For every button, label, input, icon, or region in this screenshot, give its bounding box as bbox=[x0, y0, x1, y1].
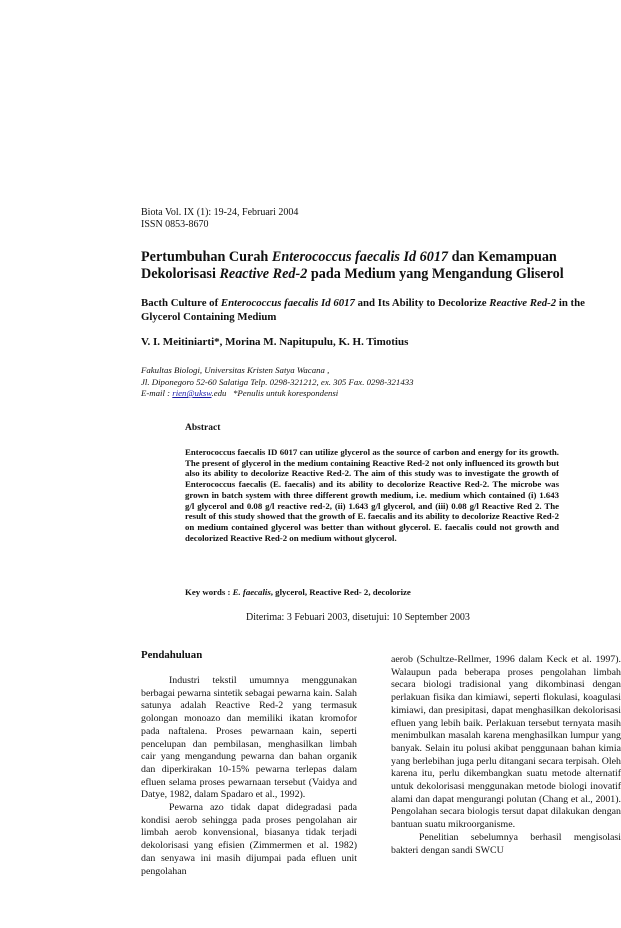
abstract-heading: Abstract bbox=[185, 423, 221, 433]
paragraph: Pewarna azo tidak dapat didegradasi pada kondisi aerob sehingga pada proses pengolahan air limbah aerob konvensional, biasanya tidak terjadi dekolorisasi yang efisien (Zimmermen et al. 1982) dan senyawa ini masih dijumpai pada efluen unit pengolahan bbox=[141, 802, 357, 877]
abstract-body: Enterococcus faecalis ID 6017 can utilize glycerol as the source of carbon and energy for its growth. The present of glycerol in the medium containing Reactive Red-2 not only influenced its growth but also its ability to decolorize Reactive Red-2. The aim of this study was to investigate the growth of Enterococcus faecalis (E. faecalis) and its ability to decolorize Reactive Red-2. The microbe was grown in batch system with three different growth medium, i.e. medium which contained (i) 1.643 g/l glycerol and 0.08 g/l reactive red-2, (ii) 1.643 g/l glycerol, and (iii) 0.08 g/l Reactive Red 2. The result of this study showed that the growth of E. faecalis and its ability to decolorize Reactive Red-2 on medium contained glycerol was better than without glycerol. E. faecalis could not growth and decolorized Reactive Red-2 on medium without glycerol. bbox=[185, 447, 559, 543]
body-column-left bbox=[141, 675, 357, 878]
keywords-list: , glycerol, Reactive Red- 2, decolorize bbox=[270, 587, 411, 597]
affiliation-line: Fakultas Biologi, Universitas Kristen Satya Wacana , bbox=[141, 365, 330, 375]
subtitle-text: and Its Ability to Decolorize bbox=[354, 297, 490, 309]
keyword-organism: E. faecalis bbox=[232, 587, 271, 597]
journal-issn: ISSN 0853-8670 bbox=[141, 218, 209, 230]
journal-header bbox=[141, 207, 298, 230]
paragraph: aerob (Schultze-Rellmer, 1996 dalam Keck et al. 1997). Walaupun pada beberapa proses pengolahan limbah secara biologi tradisional yang dikombinasi dengan perlakuan fisika dan kimiawi, seperti flokulasi, koagulasi kimiawi, dan presipitasi, dapat menghasilkan dekolorisasi efluen yang lebih baik. Perlakuan tersebut ternyata masih menimbulkan masalah karena menghasilkan lumpur yang banyak. Selain itu polusi akibat penggunaan bahan kimia yang berlebihan juga perlu ditangani secara terpisah. Oleh karena itu, perlu dikembangkan suatu metode alternatif untuk dekolorisasi menggunakan metode biologi inovatif alami dan dapat mengurangi polutan (Chang et al., 2001). Pengolahan secara biologis tersut dapat dilakukan dengan bantuan suatu mikroorganisme. bbox=[391, 654, 621, 831]
affiliation-address: Jl. Diponegoro 52-60 Salatiga Telp. 0298-321212, ex. 305 Fax. 0298-321433 bbox=[141, 376, 414, 387]
correspondence-note: *Penulis untuk korespondensi bbox=[233, 388, 339, 398]
subtitle-text: Bacth Culture of bbox=[141, 297, 221, 309]
title-text: dan Kemampuan Dekolorisasi bbox=[141, 249, 557, 282]
email-link[interactable]: rien@uksw bbox=[172, 388, 212, 398]
paragraph: Penelitian sebelumnya berhasil mengisolasi bakteri dengan sandi SWCU bbox=[391, 831, 621, 856]
title-organism: Enterococcus faecalis Id 6017 bbox=[271, 249, 449, 265]
body-column-right bbox=[391, 654, 621, 857]
paper-title bbox=[141, 249, 596, 283]
received-dates: Diterima: 3 Febuari 2003, disetujui: 10 September 2003 bbox=[246, 612, 470, 623]
title-text: pada Medium yang Mengandung Gliserol bbox=[307, 266, 564, 282]
affiliation-email-line bbox=[141, 388, 414, 400]
keywords-label: Key words : bbox=[185, 587, 233, 597]
paper-subtitle bbox=[141, 296, 586, 324]
author-list: V. I. Meitiniarti*, Morina M. Napitupulu, K. H. Timotius bbox=[141, 336, 409, 348]
subtitle-dye: Reactive Red-2 bbox=[489, 297, 557, 309]
email-label: E-mail : bbox=[141, 388, 173, 398]
keywords bbox=[185, 587, 411, 597]
journal-volume: Biota Vol. IX (1): 19-24, Februari 2004 bbox=[141, 207, 299, 218]
title-dye: Reactive Red-2 bbox=[219, 266, 308, 282]
title-text: Pertumbuhan Curah bbox=[141, 249, 272, 265]
affiliation bbox=[141, 365, 414, 400]
email-suffix: .edu bbox=[211, 388, 227, 398]
section-heading: Pendahuluan bbox=[141, 649, 203, 661]
paragraph: Industri tekstil umumnya menggunakan berbagai pewarna sintetik sebagai pewarna kain. Salah satunya adalah Reactive Red-2 yang termasuk golongan monoazo dan memiliki ikatan kromofor pada naftalena. Proses pewarnaan kain, seperti pencelupan dan pembilasan, menghasilkan limbah cair yang mengandung pewarna dan bahan organik dan diperkirakan 10-15% pewarna terlepas dalam efluen selama proses pewarnaan tersebut (Vaidya and Datye, 1982, dalam Spadaro et al., 1992). bbox=[141, 675, 357, 801]
subtitle-organism: Enterococcus faecalis Id 6017 bbox=[220, 297, 355, 309]
subtitle-text: in the Glycerol Containing Medium bbox=[141, 297, 585, 323]
